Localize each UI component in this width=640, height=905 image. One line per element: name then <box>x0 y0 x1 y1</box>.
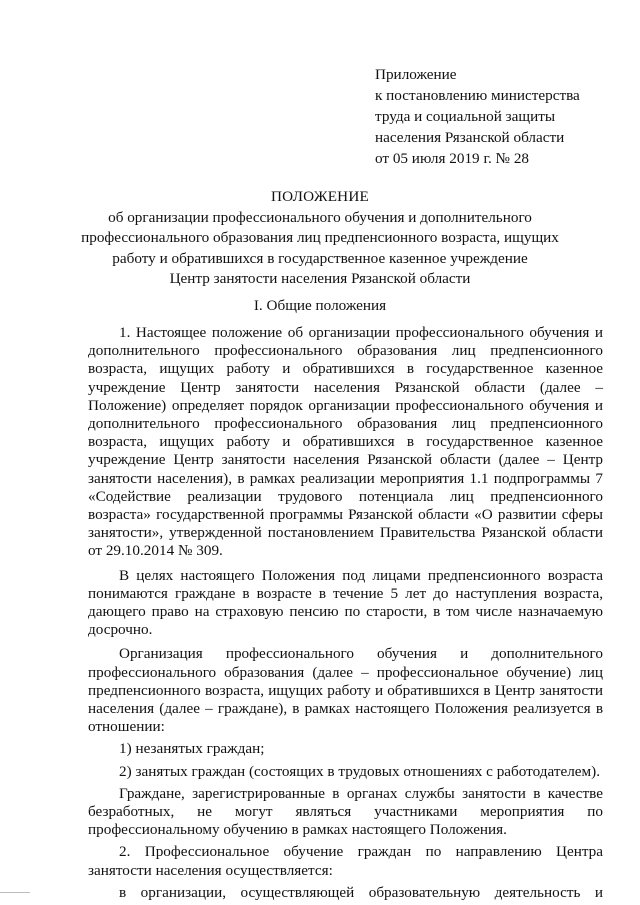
appendix-line: Приложение <box>375 66 457 83</box>
title-subtitle-line: работу и обратившихся в государственное казенное учреждение <box>112 249 528 267</box>
appendix-line: труда и социальной защиты <box>375 108 556 125</box>
title-subtitle-line: Центр занятости населения Рязанской области <box>169 270 471 287</box>
paragraph: Организация профессионального обучения и дополнительного профессионального образования (далее – профессиональное обучение) лиц предпенсионного возраста, ищущих работу и обратившихся в Центр занятости населения (далее – граждане), в рамках настоящего Положения реализуется в отношении: <box>88 645 603 736</box>
title-subtitle-line: об организации профессионального обучения и дополнительного <box>108 208 532 226</box>
document-title: ПОЛОЖЕНИЕ <box>271 188 369 205</box>
paragraph: 1. Настоящее положение об организации профессионального обучения и дополнительного профессионального образования лиц предпенсионного возраста, ищущих работу и обратившихся в государственное казенное учреждение Центр занятости населения Рязанской области (далее – Положение) определяет порядок организации профессионального обучения и дополнительного профессионального образования лиц предпенсионного возраста, ищущих работу и обратившихся в государственное казенное учреждение Центр занятости населения Рязанской области (далее – Центр занятости населения), в рамках реализации мероприятия 1.1 подпрограммы 7 «Содействие реализации трудового потенциала лиц предпенсионного возраста» государственной программы Рязанской области «О развитии сферы занятости», утвержденной постановлением Правительства Рязанской области от 29.10.2014 № 309. <box>88 324 603 560</box>
appendix-header <box>375 64 580 169</box>
section-heading: I. Общие положения <box>253 297 387 314</box>
list-item: 2) занятых граждан (состоящих в трудовых отношениях с работодателем). <box>119 762 600 780</box>
paragraph: в организации, осуществляющей образовательную деятельность и <box>119 883 603 901</box>
paragraph: 2. Профессиональное обучение граждан по направлению Центра занятости населения осуществляется: <box>88 843 603 879</box>
appendix-line: к постановлению министерства <box>375 87 580 104</box>
appendix-date: от 05 июля 2019 г. № 28 <box>375 150 530 167</box>
page-edge-mark <box>0 892 30 893</box>
document-body <box>88 324 603 902</box>
document-title-block <box>80 187 560 290</box>
title-subtitle-line: профессионального образования лиц предпенсионного возраста, ищущих <box>81 229 559 246</box>
appendix-line: населения Рязанской области <box>375 129 565 146</box>
list-item: 1) незанятых граждан; <box>119 740 265 758</box>
paragraph: Граждане, зарегистрированные в органах службы занятости в качестве безработных, не могут являться участниками мероприятия по профессиональному обучению в рамках настоящего Положения. <box>88 784 603 839</box>
paragraph: В целях настоящего Положения под лицами предпенсионного возраста понимаются граждане в возрасте в течение 5 лет до наступления возраста, дающего право на страховую пенсию по старости, в том числе назначаемую досрочно. <box>88 566 603 639</box>
